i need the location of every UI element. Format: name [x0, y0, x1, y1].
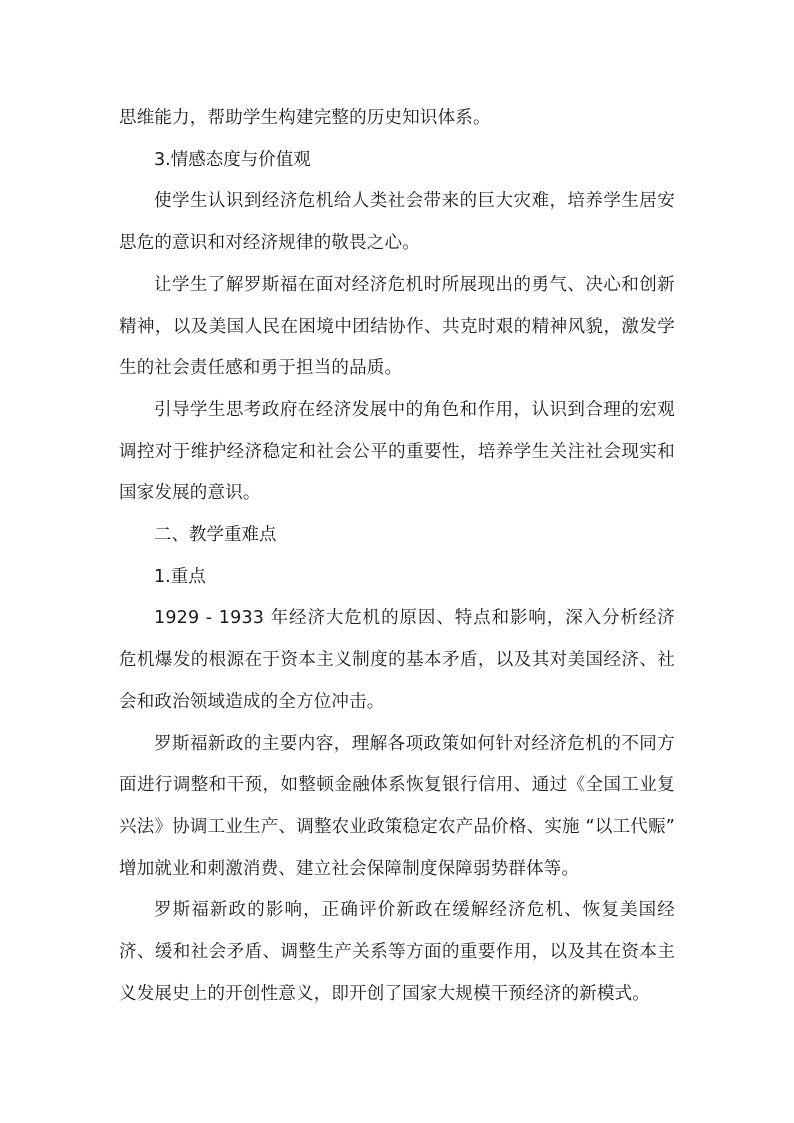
paragraph-key-point-2: 罗斯福新政的主要内容，理解各项政策如何针对经济危机的不同方面进行调整和干预，如整顿金融体系恢复银行信用、通过《全国工业复兴法》协调工业生产、调整农业政策稳定农产品价格、实施 “以工代赈” 增加就业和刺激消费、建立社会保障制度保障弱势群体等。 — [119, 733, 675, 879]
document-body — [119, 98, 675, 1015]
paragraph-key-point-3: 罗斯福新政的影响，正确评价新政在缓解经济危机、恢复美国经济、缓和社会矛盾、调整生产关系等方面的重要作用，以及其在资本主义发展史上的开创性意义，即开创了国家大规模干预经济的新模式。 — [119, 900, 675, 1004]
paragraph-key-point-1: 1929 - 1933 年经济大危机的原因、特点和影响，深入分析经济危机爆发的根源在于资本主义制度的基本矛盾，以及其对美国经济、社会和政治领域造成的全方位冲击。 — [119, 608, 675, 712]
subheading-key-points: 1.重点 — [154, 566, 206, 587]
paragraph-emotion-3: 引导学生思考政府在经济发展中的角色和作用，认识到合理的宏观调控对于维护经济稳定和社会公平的重要性，培养学生关注社会现实和国家发展的意识。 — [119, 399, 675, 504]
paragraph-continuation: 思维能力，帮助学生构建完整的历史知识体系。 — [119, 108, 491, 128]
subheading-emotion-attitude-values: 3.情感态度与价值观 — [154, 149, 311, 170]
paragraph-emotion-2: 让学生了解罗斯福在面对经济危机时所展现出的勇气、决心和创新精神，以及美国人民在困境中团结协作、共克时艰的精神风貌，激发学生的社会责任感和勇于担当的品质。 — [119, 274, 675, 379]
section-heading-key-difficult-points: 二、教学重难点 — [154, 525, 277, 546]
paragraph-emotion-1: 使学生认识到经济危机给人类社会带来的巨大灾难，培养学生居安思危的意识和对经济规律的敬畏之心。 — [119, 191, 675, 254]
